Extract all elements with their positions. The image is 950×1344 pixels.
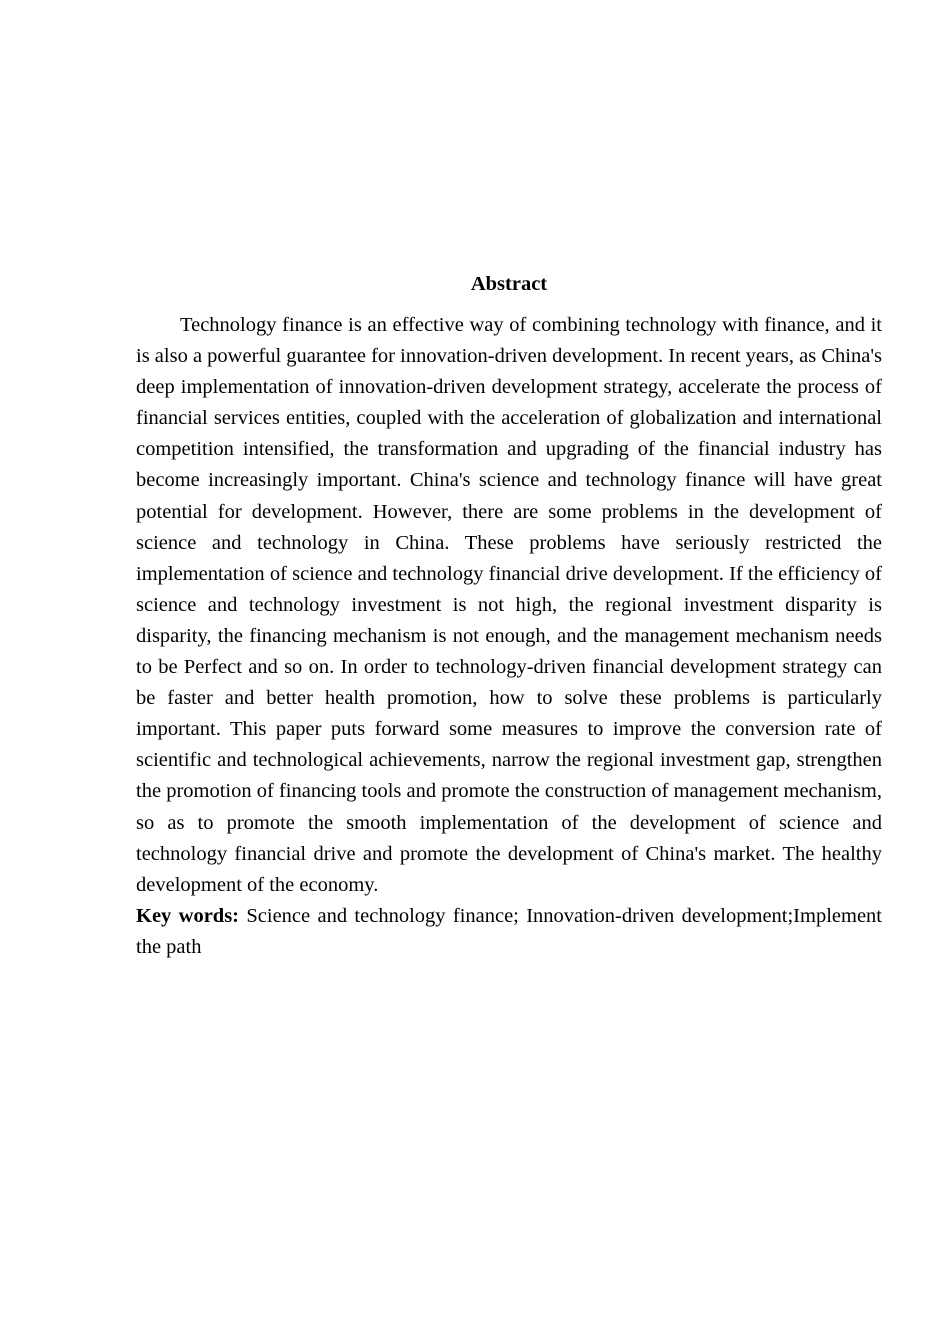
- abstract-section: [136, 270, 882, 963]
- abstract-body: Technology finance is an effective way of combining technology with finance, and it is also a powerful guarantee for innovation-driven development. In recent years, as China's deep implementation of innovation-driven development strategy, accelerate the process of financial services entities, coupled with the acceleration of globalization and international competition intensified, the transformation and upgrading of the financial industry has become increasingly important. China's science and technology finance will have great potential for development. However, there are some problems in the development of science and technology in China. These problems have seriously restricted the implementation of science and technology financial drive development. If the efficiency of science and technology investment is not high, the regional investment disparity is disparity, the financing mechanism is not enough, and the management mechanism needs to be Perfect and so on. In order to technology-driven financial development strategy can be faster and better health promotion, how to solve these problems is particularly important. This paper puts forward some measures to improve the conversion rate of scientific and technological achievements, narrow the regional investment gap, strengthen the promotion of financing tools and promote the construction of management mechanism, so as to promote the smooth implementation of the development of science and technology financial drive and promote the development of China's market. The healthy development of the economy.: [136, 314, 882, 896]
- keywords-text: Science and technology finance; Innovation-driven development;Implement the path: [136, 904, 882, 958]
- keywords-line: [136, 901, 882, 963]
- abstract-title: Abstract: [470, 273, 548, 295]
- keywords-label: Key words:: [136, 904, 240, 927]
